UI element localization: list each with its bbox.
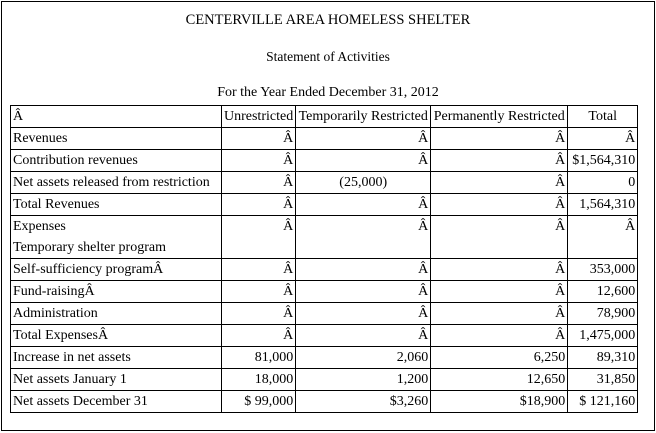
- cell-temporarily-restricted: Â: [296, 303, 431, 325]
- row-label: Net assets January 1: [11, 369, 222, 391]
- cell-permanently-restricted: Â: [431, 281, 568, 303]
- cell-unrestricted: Â: [222, 172, 296, 194]
- cell-permanently-restricted: Â: [431, 303, 568, 325]
- cell-total: 1,475,000: [568, 325, 638, 347]
- expenses-label: Expenses: [13, 219, 66, 234]
- cell-total: $1,564,310: [568, 150, 638, 172]
- cell-unrestricted: Â: [222, 259, 296, 281]
- header-total: Total: [568, 106, 638, 128]
- row-label: Fund-raisingÂ: [11, 281, 222, 303]
- table-row: [11, 172, 638, 194]
- cell-total: 89,310: [568, 347, 638, 369]
- cell-temporarily-restricted: 2,060: [296, 347, 431, 369]
- cell-total: 353,000: [568, 259, 638, 281]
- cell-permanently-restricted: Â: [431, 150, 568, 172]
- cell-unrestricted: Â: [222, 281, 296, 303]
- cell-temporarily-restricted: 1,200: [296, 369, 431, 391]
- cell-permanently-restricted: Â: [431, 194, 568, 216]
- org-name: CENTERVILLE AREA HOMELESS SHELTER: [185, 12, 471, 28]
- table-row: [11, 369, 638, 391]
- cell-unrestricted: 81,000: [222, 347, 296, 369]
- table-row: [11, 216, 638, 259]
- row-label: Increase in net assets: [11, 347, 222, 369]
- cell-permanently-restricted: Â: [431, 172, 568, 194]
- cell-total: 78,900: [568, 303, 638, 325]
- activities-table: [10, 105, 638, 413]
- cell-permanently-restricted: Â: [431, 325, 568, 347]
- cell-temporarily-restricted: $3,260: [296, 391, 431, 413]
- cell-unrestricted: Â: [222, 150, 296, 172]
- statement-title: Statement of Activities: [266, 49, 390, 64]
- cell-unrestricted: 18,000: [222, 369, 296, 391]
- cell-temporarily-restricted: Â: [296, 150, 431, 172]
- statement-sheet: [1, 1, 655, 431]
- table-row: [11, 128, 638, 150]
- table-row: [11, 259, 638, 281]
- cell-total: $ 121,160: [568, 391, 638, 413]
- cell-permanently-restricted: Â: [431, 216, 568, 259]
- table-row: [11, 325, 638, 347]
- header-unrestricted: Unrestricted: [222, 106, 296, 128]
- cell-total: 1,564,310: [568, 194, 638, 216]
- cell-total: 31,850: [568, 369, 638, 391]
- cell-unrestricted: $ 99,000: [222, 391, 296, 413]
- row-label: Total ExpensesÂ: [11, 325, 222, 347]
- cell-unrestricted: Â: [222, 303, 296, 325]
- row-label: Contribution revenues: [11, 150, 222, 172]
- cell-permanently-restricted: 12,650: [431, 369, 568, 391]
- row-label: Total Revenues: [11, 194, 222, 216]
- program-label: Temporary shelter program: [13, 240, 166, 255]
- table-row: [11, 150, 638, 172]
- row-label: [11, 216, 222, 259]
- table-row: [11, 281, 638, 303]
- cell-permanently-restricted: 6,250: [431, 347, 568, 369]
- cell-temporarily-restricted: Â: [296, 259, 431, 281]
- cell-permanently-restricted: $18,900: [431, 391, 568, 413]
- cell-unrestricted: Â: [222, 216, 296, 259]
- cell-temporarily-restricted: Â: [296, 216, 431, 259]
- row-label: Net assets December 31: [11, 391, 222, 413]
- table-row: [11, 194, 638, 216]
- cell-permanently-restricted: Â: [431, 259, 568, 281]
- cell-total: 12,600: [568, 281, 638, 303]
- cell-total: 0: [568, 172, 638, 194]
- cell-temporarily-restricted: Â: [296, 281, 431, 303]
- header-label-column: Â: [11, 106, 222, 128]
- cell-unrestricted: Â: [222, 194, 296, 216]
- cell-temporarily-restricted: (25,000): [296, 172, 431, 194]
- cell-temporarily-restricted: Â: [296, 128, 431, 150]
- row-label: Self-sufficiency programÂ: [11, 259, 222, 281]
- cell-temporarily-restricted: Â: [296, 325, 431, 347]
- row-label: Revenues: [11, 128, 222, 150]
- cell-total: Â: [568, 216, 638, 259]
- header-permanently-restricted: Permanently Restricted: [431, 106, 568, 128]
- header-temporarily-restricted: Temporarily Restricted: [296, 106, 431, 128]
- row-label: Administration: [11, 303, 222, 325]
- statement-period: For the Year Ended December 31, 2012: [217, 85, 439, 100]
- table-row: [11, 303, 638, 325]
- header-row: [11, 106, 638, 128]
- cell-permanently-restricted: Â: [431, 128, 568, 150]
- cell-temporarily-restricted: Â: [296, 194, 431, 216]
- table-row: [11, 347, 638, 369]
- cell-unrestricted: Â: [222, 128, 296, 150]
- table-row: [11, 391, 638, 413]
- row-label: Net assets released from restriction: [11, 172, 222, 194]
- cell-unrestricted: Â: [222, 325, 296, 347]
- cell-total: Â: [568, 128, 638, 150]
